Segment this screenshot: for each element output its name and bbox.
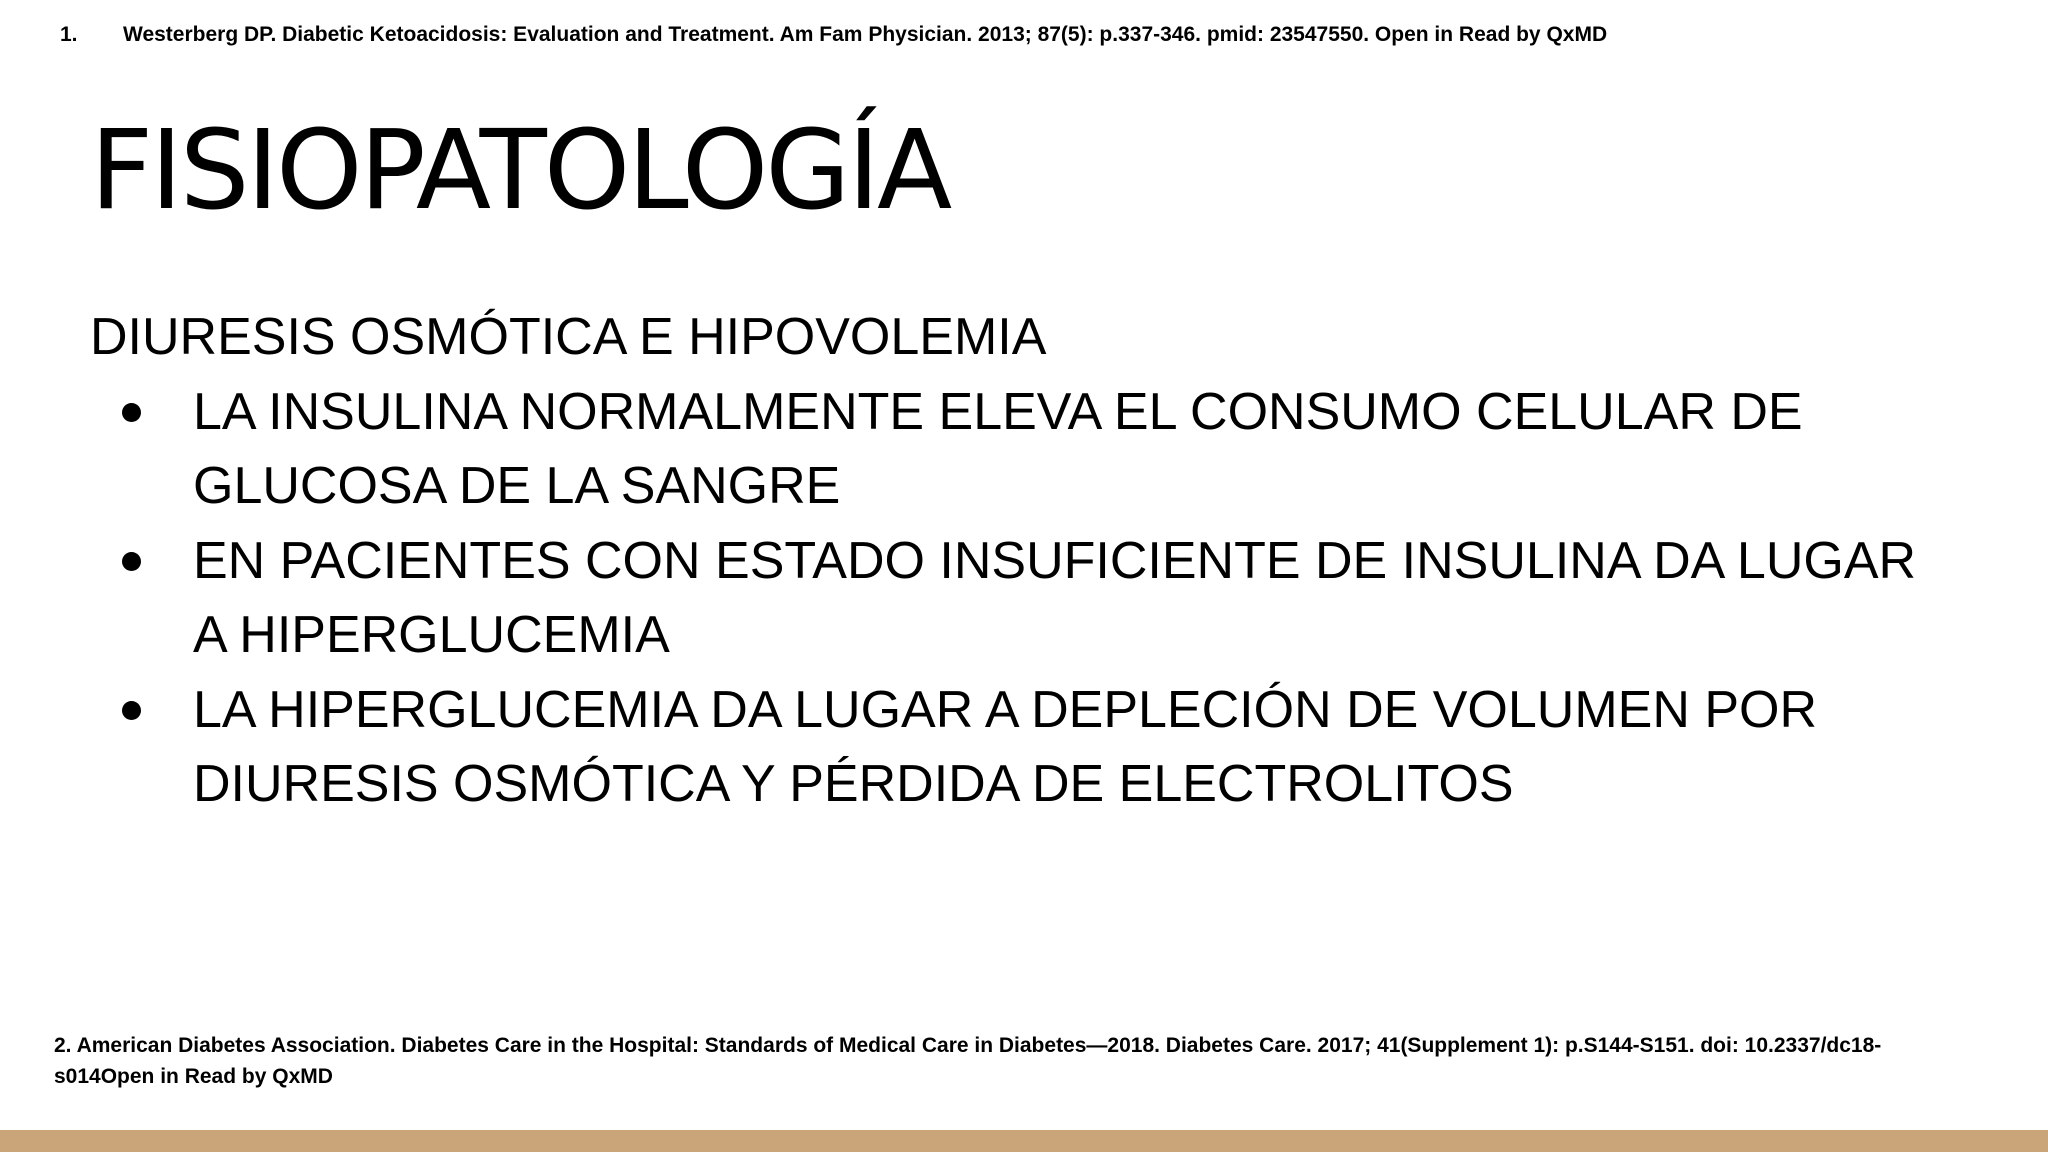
bullet-dot-icon: [122, 552, 141, 571]
accent-bar: [0, 1130, 2048, 1152]
bullet-list: [90, 375, 1950, 822]
slide-subheading: DIURESIS OSMÓTICA E HIPOVOLEMIA: [90, 308, 1047, 366]
bullet-dot-icon: [122, 403, 141, 422]
reference-top-number: 1.: [60, 23, 78, 46]
bullet-text: LA INSULINA NORMALMENTE ELEVA EL CONSUMO CELULAR DE GLUCOSA DE LA SANGRE: [193, 382, 1803, 515]
reference-top-text: Westerberg DP. Diabetic Ketoacidosis: Evaluation and Treatment. Am Fam Physician. 2013; 87(5): p.337-346. pmid: 23547550. Open in Read by QxMD: [123, 23, 1608, 46]
slide-title: FISIOPATOLOGÍA: [90, 106, 950, 234]
bullet-dot-icon: [122, 701, 141, 720]
bullet-item: [90, 375, 1950, 524]
bullet-item: [90, 524, 1950, 673]
slide-content: [90, 300, 1950, 822]
bullet-text: LA HIPERGLUCEMIA DA LUGAR A DEPLECIÓN DE VOLUMEN POR DIURESIS OSMÓTICA Y PÉRDIDA DE ELECTROLITOS: [193, 680, 1818, 813]
reference-bottom: 2. American Diabetes Association. Diabetes Care in the Hospital: Standards of Medical Care in Diabetes—2018. Diabetes Care. 2017; 41(Supplement 1): p.S144-S151. doi: 10.2337/dc18-s014Open in Read by QxMD: [54, 1034, 1882, 1088]
bullet-item: [90, 673, 1950, 822]
reference-top: [60, 20, 1960, 50]
bullet-text: EN PACIENTES CON ESTADO INSUFICIENTE DE INSULINA DA LUGAR A HIPERGLUCEMIA: [193, 531, 1917, 664]
